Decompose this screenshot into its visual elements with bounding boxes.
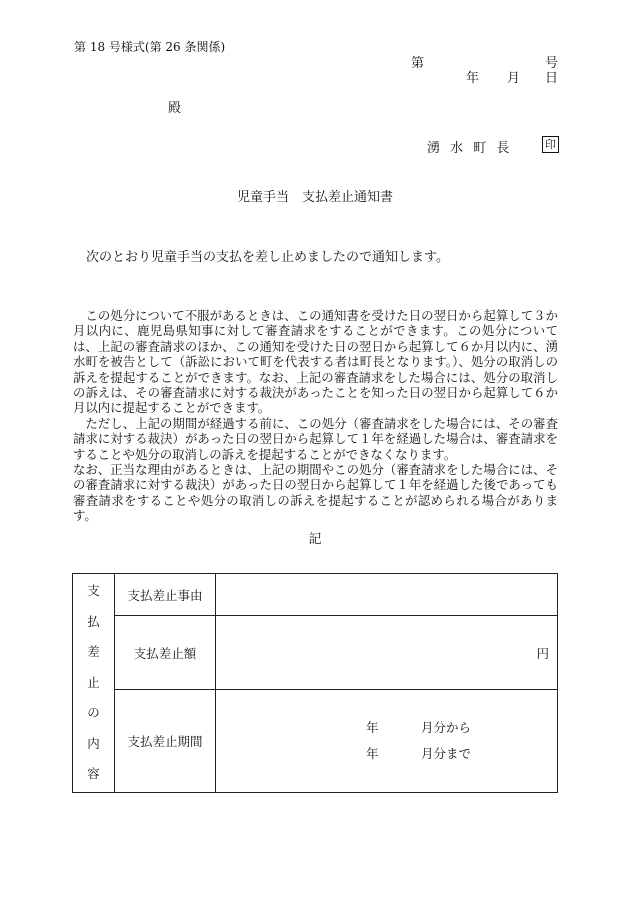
seal-stamp: 印 <box>542 136 559 153</box>
section-label-char: 止 <box>87 674 100 690</box>
issuer-name: 湧 水 町 長 <box>427 141 513 156</box>
form-number: 第 18 号様式(第 26 条関係) <box>74 40 226 54</box>
amount-label: 支払差止額 <box>115 616 216 690</box>
notice-paragraph-2: ただし、上記の期間が経過する前に、この処分（審査請求をした場合には、その審査請求に対する裁決）があった日の翌日から起算して１年を経過した場合は、審査請求をすることや処分の取消しの訴えを提起することができなくなります。 <box>73 415 558 462</box>
section-label-char: 容 <box>87 766 100 782</box>
period-value-field[interactable] <box>216 690 558 793</box>
appeal-notice <box>73 308 558 524</box>
period-label: 支払差止期間 <box>115 690 216 793</box>
notice-paragraph-3: なお、正当な理由があるときは、上記の期間やこの処分（審査請求をした場合には、その審査請求に対する裁決）があった日の翌日から起算して１年を経過した後であっても審査請求をすることや処分の取消しの訴えを提起することが認められる場合があります。 <box>73 462 558 524</box>
section-label-char: の <box>87 705 100 721</box>
section-label-vertical <box>73 574 115 793</box>
amount-unit: 円 <box>536 645 549 661</box>
suspension-details-table <box>72 573 558 793</box>
period-to-year: 年 <box>366 746 379 761</box>
amount-value-field[interactable] <box>216 616 558 690</box>
section-label-char: 内 <box>87 735 100 751</box>
period-from-month: 月分から <box>421 720 472 735</box>
period-to <box>366 741 557 767</box>
intro-text: 次のとおり児童手当の支払を差し止めましたので通知します。 <box>86 250 449 265</box>
date-day: 日 <box>545 71 559 86</box>
period-from <box>366 715 557 741</box>
section-label-char: 払 <box>87 613 100 629</box>
reason-label: 支払差止事由 <box>115 574 216 616</box>
period-to-month: 月分まで <box>421 746 472 761</box>
date-year: 年 <box>466 71 480 86</box>
section-label-char: 支 <box>87 583 100 599</box>
section-label-char: 差 <box>87 644 100 660</box>
document-number-prefix: 第 <box>411 56 425 71</box>
reason-value-field[interactable] <box>216 574 558 616</box>
notice-paragraph-1: この処分について不服があるときは、この通知書を受けた日の翌日から起算して３か月以内に、鹿児島県知事に対して審査請求をすることができます。この処分については、上記の審査請求のほか、この通知を受けた日の翌日から起算して６か月以内に、湧水町を被告として（訴訟において町を代表する者は町長となります。）、処分の取消しの訴えを提起することができます。なお、上記の審査請求をした場合には、処分の取消しの訴えは、その審査請求に対する裁決があったことを知った日の翌日から起算して６か月以内に提起することができます。 <box>73 308 558 416</box>
period-from-year: 年 <box>366 720 379 735</box>
addressee-suffix: 殿 <box>168 101 182 116</box>
document-title: 児童手当 支払差止通知書 <box>236 190 393 205</box>
ki-heading: 記 <box>308 532 322 547</box>
document-number-suffix: 号 <box>545 56 559 71</box>
date-month: 月 <box>507 71 521 86</box>
